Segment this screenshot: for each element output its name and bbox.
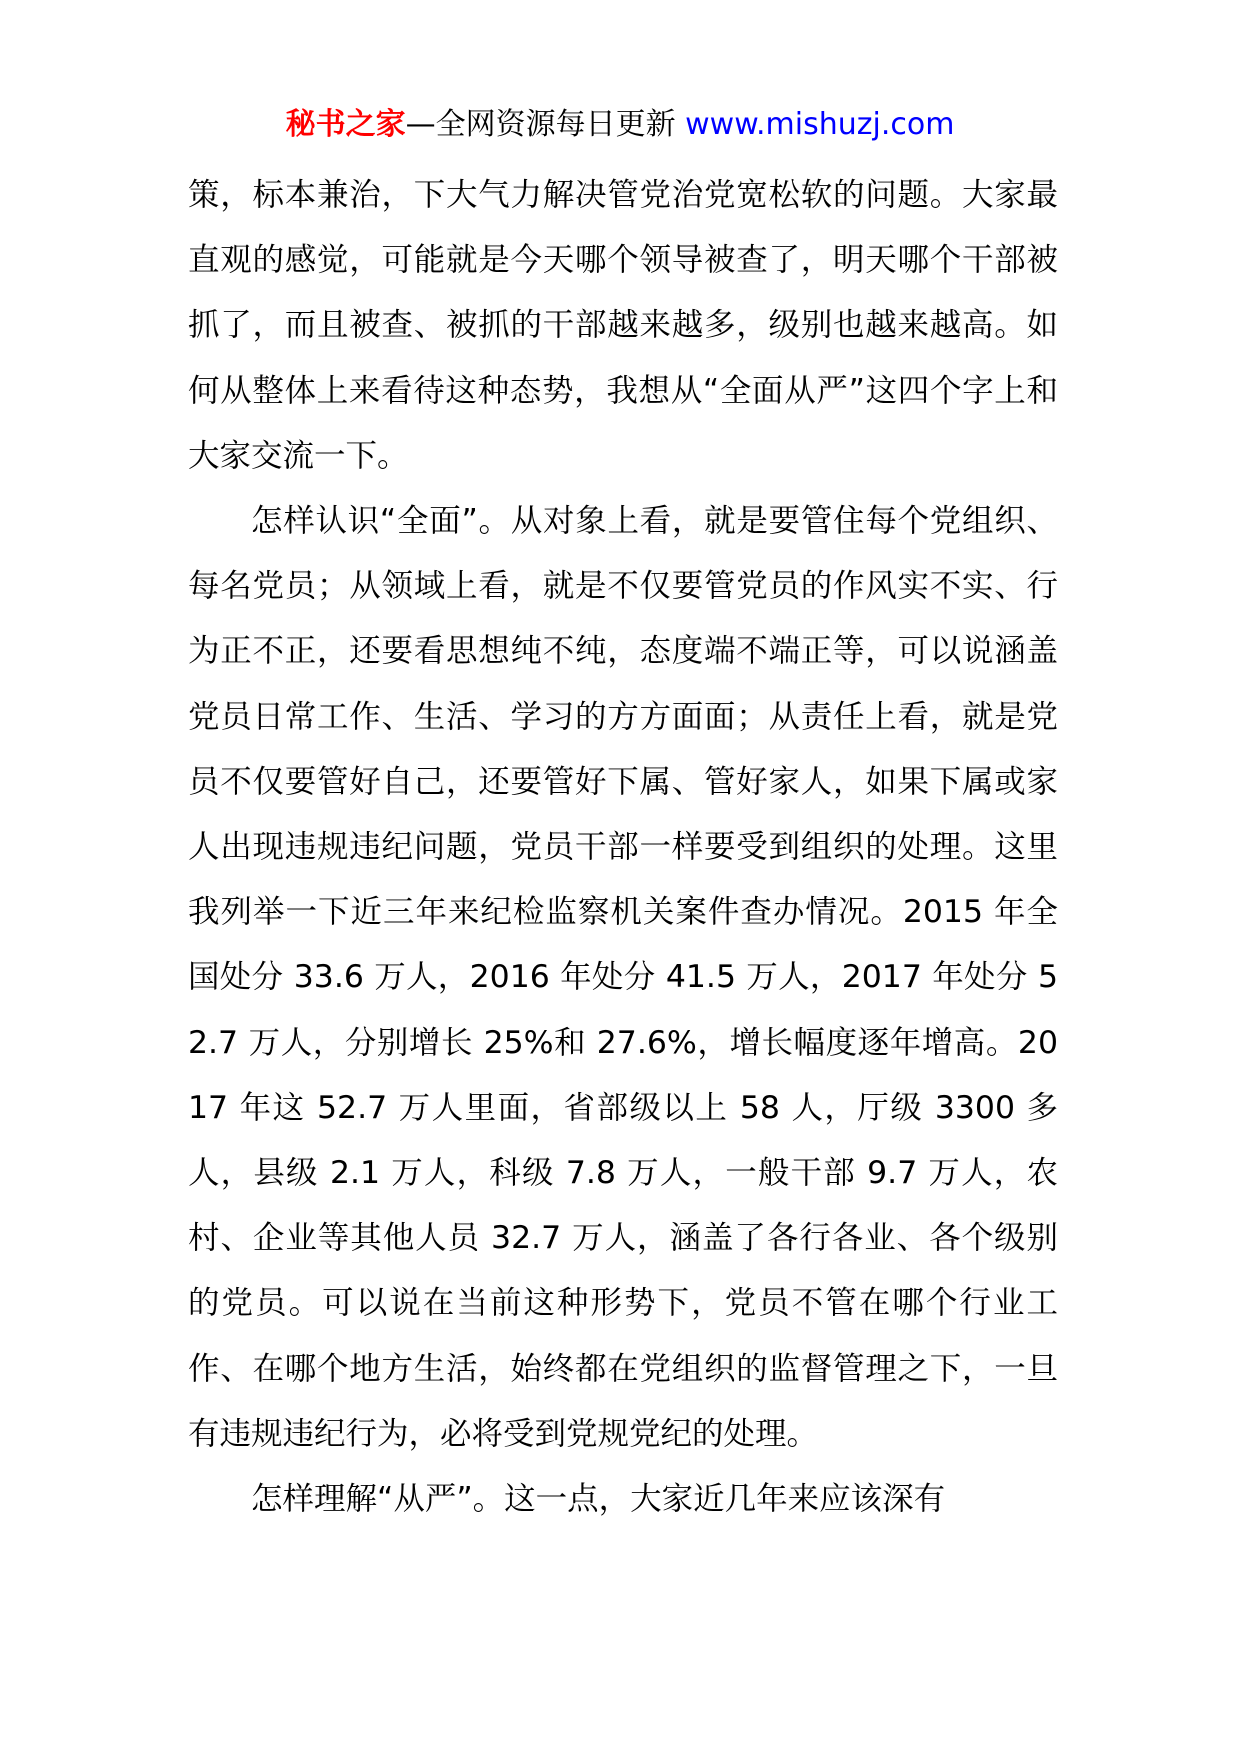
paragraph-strict: 怎样理解“从严”。这一点，大家近几年来应该深有 <box>251 1481 946 1518</box>
site-slogan: —全网资源每日更新 <box>405 107 676 142</box>
document-body <box>188 163 1058 1532</box>
paragraph-continued: 策，标本兼治，下大气力解决管党治党宽松软的问题。大家最直观的感觉，可能就是今天哪个领导被查了，明天哪个干部被抓了，而且被查、被抓的干部越来越多，级别也越来越高。如何从整体上来看待这种态势，我想从“全面从严”这四个字上和大家交流一下。 <box>188 177 1058 474</box>
site-brand: 秘书之家 <box>285 107 406 142</box>
site-header <box>0 101 1240 149</box>
paragraph-comprehensive: 怎样认识“全面”。从对象上看，就是要管住每个党组织、每名党员；从领域上看，就是不仅要管党员的作风实不实、行为正不正，还要看思想纯不纯，态度端不端正等，可以说涵盖党员日常工作、生活、学习的方方面面；从责任上看，就是党员不仅要管好自己，还要管好下属、管好家人，如果下属或家人出现违规违纪问题，党员干部一样要受到组织的处理。这里我列举一下近三年来纪检监察机关案件查办情况。2015 年全国处分 33.6 万人，2016 年处分 41.5 万人，2017 年处分 52.7 万人，分别增长 25%和 27.6%，增长幅度逐年增高。2017 年这 52.7 万人里面，省部级以上 58 人，厅级 3300 多人，县级 2.1 万人，科级 7.8 万人，一般干部 9.7 万人，农村、企业等其他人员 32.7 万人，涵盖了各行各业、各个级别的党员。可以说在当前这种形势下，党员不管在哪个行业工作、在哪个地方生活，始终都在党组织的监督管理之下，一旦有违规违纪行为，必将受到党规党纪的处理。 <box>188 503 1058 1452</box>
site-url-link[interactable]: www.mishuzj.com <box>685 107 955 142</box>
